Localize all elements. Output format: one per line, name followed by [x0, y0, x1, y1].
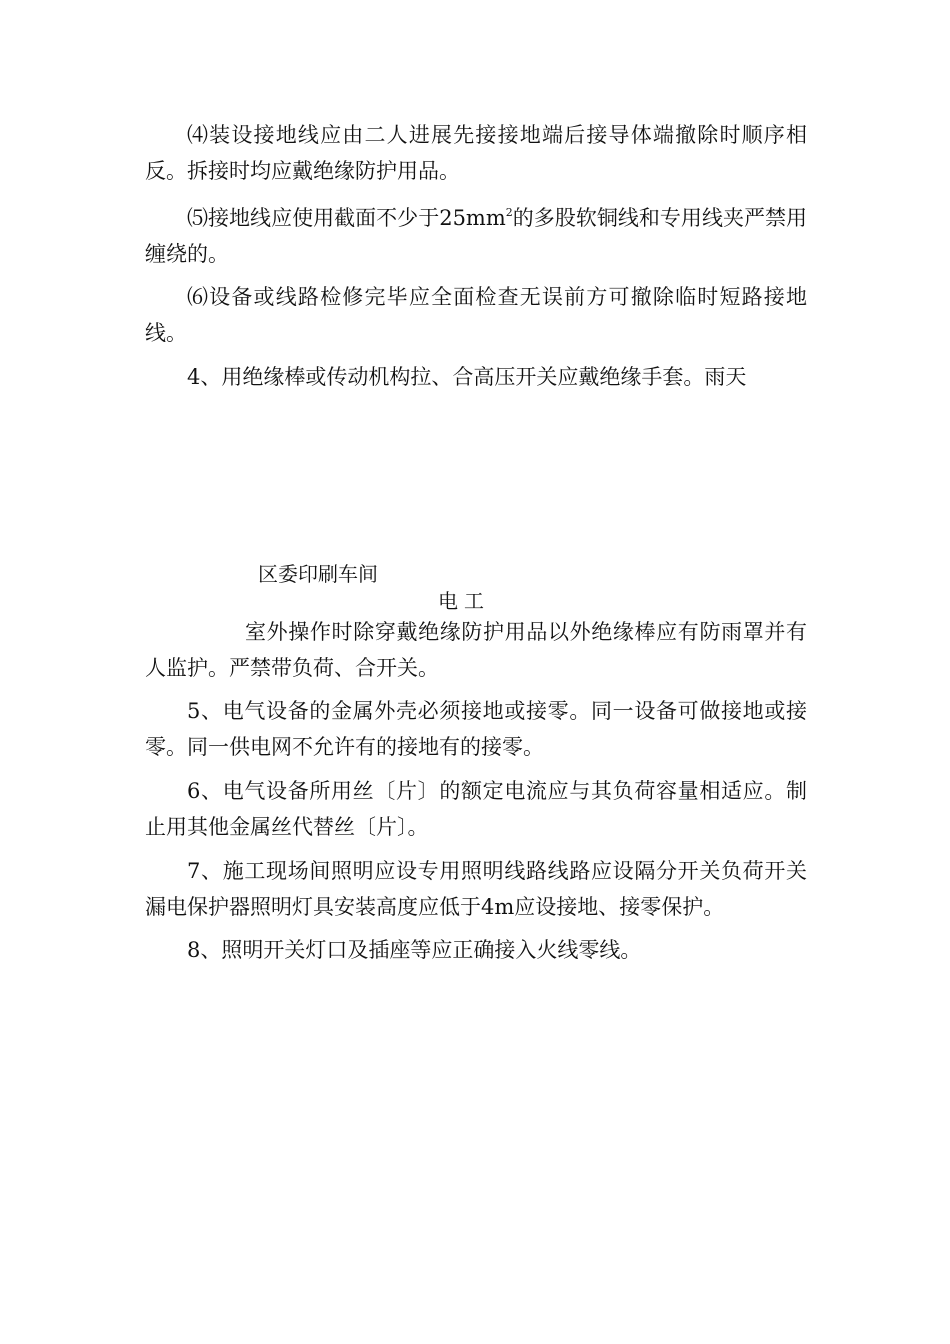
paragraph-item-4: 4、用绝缘棒或传动机构拉、合高压开关应戴绝缘手套。雨天 — [187, 365, 747, 389]
paragraph-item-8: 8、照明开关灯口及插座等应正确接入火线零线。 — [187, 938, 642, 962]
header-organization: 区委印刷车间 — [258, 562, 378, 586]
paragraph-item-5: 5、电气设备的金属外壳必须接地或接零。同一设备可做接地或接零。同一供电网不允许有的接地有的接零。 — [145, 699, 807, 759]
superscript-two: 2 — [505, 206, 513, 219]
paragraph-item-4-continued: 室外操作时除穿戴绝缘防护用品以外绝缘棒应有防雨罩并有人监护。严禁带负荷、合开关。 — [145, 620, 807, 680]
paragraph-item-7: 7、施工现场间照明应设专用照明线路线路应设隔分开关负荷开关漏电保护器照明灯具安装高度应低于4m应设接地、接零保护。 — [145, 859, 807, 919]
paragraph-grounding-install: ⑷装设接地线应由二人进展先接接地端后接导体端撤除时顺序相反。拆接时均应戴绝缘防护用品。 — [145, 123, 807, 183]
paragraph-inspection: ⑹设备或线路检修完毕应全面检查无误前方可撤除临时短路接地线。 — [145, 285, 807, 345]
paragraph-grounding-wire-after: 的多股软铜线和专用线夹严禁用缠绕的。 — [145, 206, 808, 266]
header-title: 电工 — [438, 589, 490, 613]
paragraph-item-6: 6、电气设备所用丝〔片〕的额定电流应与其负荷容量相适应。制止用其他金属丝代替丝〔片〕。 — [145, 779, 807, 839]
paragraph-grounding-wire-before: ⑸接地线应使用截面不少于25mm — [187, 206, 506, 230]
paragraph-grounding-wire — [145, 200, 807, 272]
